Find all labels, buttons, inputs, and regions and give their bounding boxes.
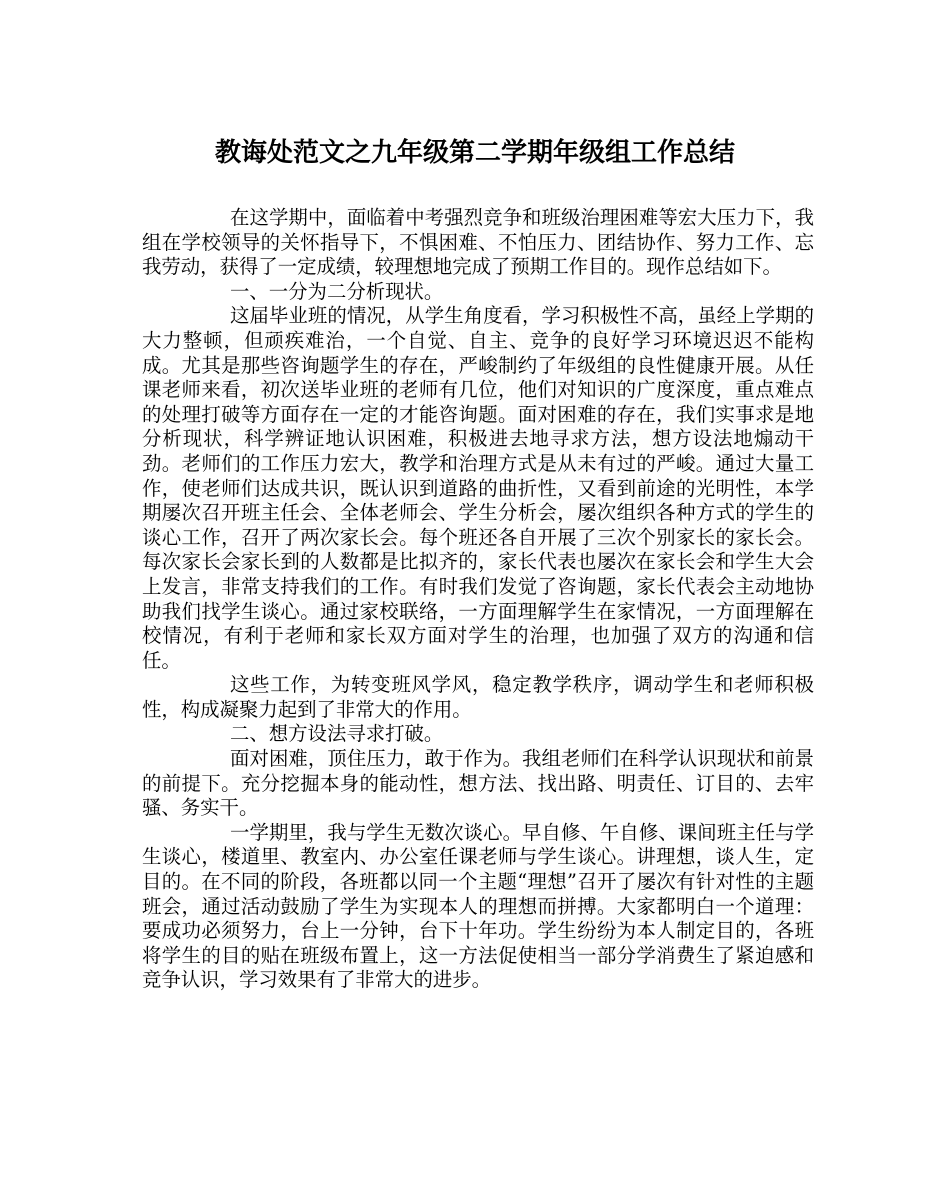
- section-heading-2: 二、想方设法寻求打破。: [230, 722, 444, 746]
- document-title: 教诲处范文之九年级第二学期年级组工作总结: [214, 138, 735, 168]
- paragraph-effect: 这些工作，为转变班风学风，稳定教学秩序，调动学生和老师积极性，构成凝聚力起到了非常大的作用。: [142, 673, 814, 721]
- paragraph-pressure: 面对困难，顶住压力，敢于作为。我组老师们在科学认识现状和前景的前提下。充分挖掘本身的能动性，想方法、找出路、明责任、订目的、去牢骚、务实干。: [142, 747, 814, 820]
- section-heading-1: 一、一分为二分析现状。: [230, 279, 444, 303]
- document-body: [142, 206, 814, 993]
- paragraph-intro: 在这学期中，面临着中考强烈竞争和班级治理困难等宏大压力下，我组在学校领导的关怀指导下，不惧困难、不怕压力、团结协作、努力工作、忘我劳动，获得了一定成绩，较理想地完成了预期工作目的。现作总结如下。: [142, 206, 814, 279]
- paragraph-talks: 一学期里，我与学生无数次谈心。早自修、午自修、课间班主任与学生谈心，楼道里、教室内、办公室任课老师与学生谈心。讲理想，谈人生，定目的。在不同的阶段，各班都以同一个主题“理想”召开了屡次有针对性的主题班会，通过活动鼓励了学生为实现本人的理想而拼搏。大家都明白一个道理：要成功必须努力，台上一分钟，台下十年功。学生纷纷为本人制定目的，各班将学生的目的贴在班级布置上，这一方法促使相当一部分学消费生了紧迫感和竞争认识，学习效果有了非常大的进步。: [142, 820, 814, 992]
- paragraph-situation: 这届毕业班的情况，从学生角度看，学习积极性不高，虽经上学期的大力整顿，但顽疾难治，一个自觉、自主、竞争的良好学习环境迟迟不能构成。尤其是那些咨询题学生的存在，严峻制约了年级组的良性健康开展。从任课老师来看，初次送毕业班的老师有几位，他们对知识的广度深度，重点难点的处理打破等方面存在一定的才能咨询题。面对困难的存在，我们实事求是地分析现状，科学辨证地认识困难，积极进去地寻求方法，想方设法地煽动干劲。老师们的工作压力宏大，教学和治理方式是从未有过的严峻。通过大量工作，使老师们达成共识，既认识到道路的曲折性，又看到前途的光明性，本学期屡次召开班主任会、全体老师会、学生分析会，屡次组织各种方式的学生的谈心工作，召开了两次家长会。每个班还各自开展了三次个别家长的家长会。每次家长会家长到的人数都是比拟齐的，家长代表也屡次在家长会和学生大会上发言，非常支持我们的工作。有时我们发觉了咨询题，家长代表会主动地协助我们找学生谈心。通过家校联络，一方面理解学生在家情况，一方面理解在校情况，有利于老师和家长双方面对学生的治理，也加强了双方的沟通和信任。: [142, 304, 814, 672]
